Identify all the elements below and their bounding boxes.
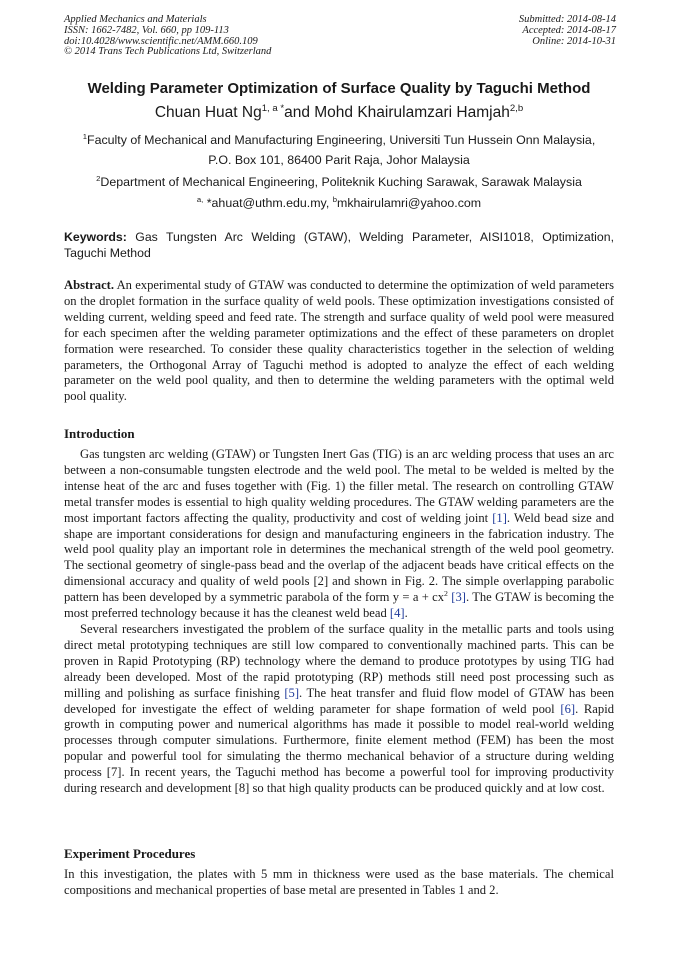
doi: doi:10.4028/www.scientific.net/AMM.660.109 — [64, 35, 258, 47]
author-1-sup: 1, a * — [261, 102, 285, 114]
journal-name: Applied Mechanics and Materials — [64, 14, 207, 25]
citation-link-6[interactable]: [6] — [560, 701, 576, 716]
intro-paragraph-1 — [64, 447, 614, 622]
intro-p2-c: . Rapid growth in computing power and numerical algorithms has made it possible to model real-world welding processes through computer simulations. Furthermore, finite element method (FEM) has been the most popular and powerful tool for simulating the thermo mechanical behavior of a structure during welding process [7]. In recent years, the Taguchi method has become a powerful tool for improving productivity during research and development [8] so that high quality products can be produced quickly and at low cost. — [64, 701, 614, 796]
submitted-date: Submitted: 2014-08-14 — [518, 14, 616, 25]
accepted-date: Accepted: 2014-08-17 — [522, 24, 616, 36]
email-a-sup: a, — [196, 194, 204, 204]
intro-p1-a: Gas tungsten arc welding (GTAW) or Tungsten Inert Gas (TIG) is an arc welding process that uses an arc between a non-consumable tungsten electrode and the weld pool. The metal to be welded is melted by the intense heat of the arc and fuses together with (Fig. 1) the filler metal. The research on controlling GTAW metal transfer modes is essential to high quality welding procedures. The GTAW welding parameters are the most important factors affecting the quality, productivity and cost of welding joint — [64, 447, 614, 525]
email-a: *ahuat@uthm.edu.my, — [203, 196, 333, 210]
intro-paragraph-2 — [64, 622, 614, 797]
citation-link-1[interactable]: [1] — [492, 510, 507, 525]
header-left — [64, 15, 271, 58]
affil-2-sup: 2 — [96, 173, 101, 183]
abstract-block — [64, 278, 614, 405]
header-right — [519, 15, 616, 47]
intro-p2-b: . The heat transfer and fluid flow model of GTAW has been developed for investigate the effect of welding parameter for shape formation of weld pool — [64, 685, 614, 716]
affiliation-1 — [0, 133, 678, 147]
author-1: Chuan Huat Ng — [154, 104, 262, 121]
intro-p1-d: . The GTAW is becoming the most preferred technology because it has the cleanest weld bead — [64, 590, 614, 621]
experiment-heading: Experiment Procedures — [64, 846, 196, 861]
experiment-body — [64, 867, 614, 899]
keywords-block — [64, 229, 614, 261]
affiliation-2 — [0, 175, 678, 189]
issn: ISSN: 1662-7482, Vol. 660, pp 109-113 — [64, 24, 229, 36]
intro-p2-a: Several researchers investigated the problem of the surface quality in the metallic parts and tools using direct metal prototyping techniques are still low compared to conventionally machined parts. This can be proven in Rapid Prototyping (RP) technology where the demand to produce prototypes by using TIG had already been developed. Most of the rapid prototyping (RP) methods still need post processing such as milling and polishing as surface finishing — [64, 621, 614, 700]
experiment-paragraph-1: In this investigation, the plates with 5 mm in thickness were used as the base materials. The chemical compositions and mechanical properties of base metal are presented in Tables 1 and 2. — [64, 867, 614, 897]
citation-link-4[interactable]: [4] — [389, 606, 405, 621]
copyright: © 2014 Trans Tech Publications Ltd, Switzerland — [64, 46, 272, 58]
email-b-sup: b — [332, 194, 337, 204]
citation-link-3[interactable]: [3] — [451, 590, 466, 605]
introduction-body — [64, 447, 614, 797]
keywords-label: Keywords: — [64, 230, 127, 244]
affil-1-line1: Faculty of Mechanical and Manufacturing Engineering, Universiti Tun Hussein Onn Malaysia, — [87, 133, 596, 147]
intro-p1-sup: 2 — [444, 588, 448, 598]
intro-p1-b: . Weld bead size and shape are important considerations for design and manufacturing engineers in the fabrication industry. The weld pool quality play an important role in determines the mechanical strength of the weld pool geometry. The sectional geometry of single-pass bead and the overlap of the adjacent beads have critical effects on the dimensional accuracy and quality of weld pools [2] and shown in Fig. 2. The simple overlapping parabolic pattern has been developed by a symmetric parabola of the form y = a + cx — [64, 510, 614, 605]
paper-title: Welding Parameter Optimization of Surface Quality by Taguchi Method — [87, 80, 591, 97]
introduction-heading: Introduction — [64, 426, 135, 441]
email-line — [0, 196, 678, 210]
intro-p1-e: . — [404, 606, 408, 621]
author-2-sup: 2,b — [509, 102, 524, 114]
online-date: Online: 2014-10-31 — [532, 35, 616, 47]
affil-1-sup: 1 — [82, 131, 87, 141]
abstract-label: Abstract. — [64, 278, 115, 292]
journal-header — [64, 15, 616, 58]
abstract-paragraph — [64, 278, 614, 405]
affil-2-text: Department of Mechanical Engineering, Politeknik Kuching Sarawak, Sarawak Malaysia — [100, 175, 582, 189]
abstract-text: An experimental study of GTAW was conducted to determine the optimization of weld parameters on the droplet formation in the surface quality of weld pools. These optimization investigations consisted of welding current, welding speed and feed rate. The strength and surface quality of weld pool were measured for each specimen after the welding parameter optimizations and the effect of these parameters on droplet formation were researched. To consider these quality characteristics together in the selection of welding parameters, the Orthogonal Array of Taguchi method is adopted to analyze the effect of each welding parameter on the weld pool quality, and then to determine the welding parameters with the optimal weld pool quality. — [64, 278, 614, 404]
author-line — [0, 104, 678, 122]
keywords-text: Gas Tungsten Arc Welding (GTAW), Welding Parameter, AISI1018, Optimization, Taguchi Method — [64, 230, 614, 260]
author-conj: and Mohd Khairulamzari Hamjah — [284, 104, 510, 121]
citation-link-5[interactable]: [5] — [284, 685, 300, 700]
affiliation-1-address: P.O. Box 101, 86400 Parit Raja, Johor Malaysia — [208, 153, 470, 167]
email-b: mkhairulamri@yahoo.com — [337, 196, 482, 210]
